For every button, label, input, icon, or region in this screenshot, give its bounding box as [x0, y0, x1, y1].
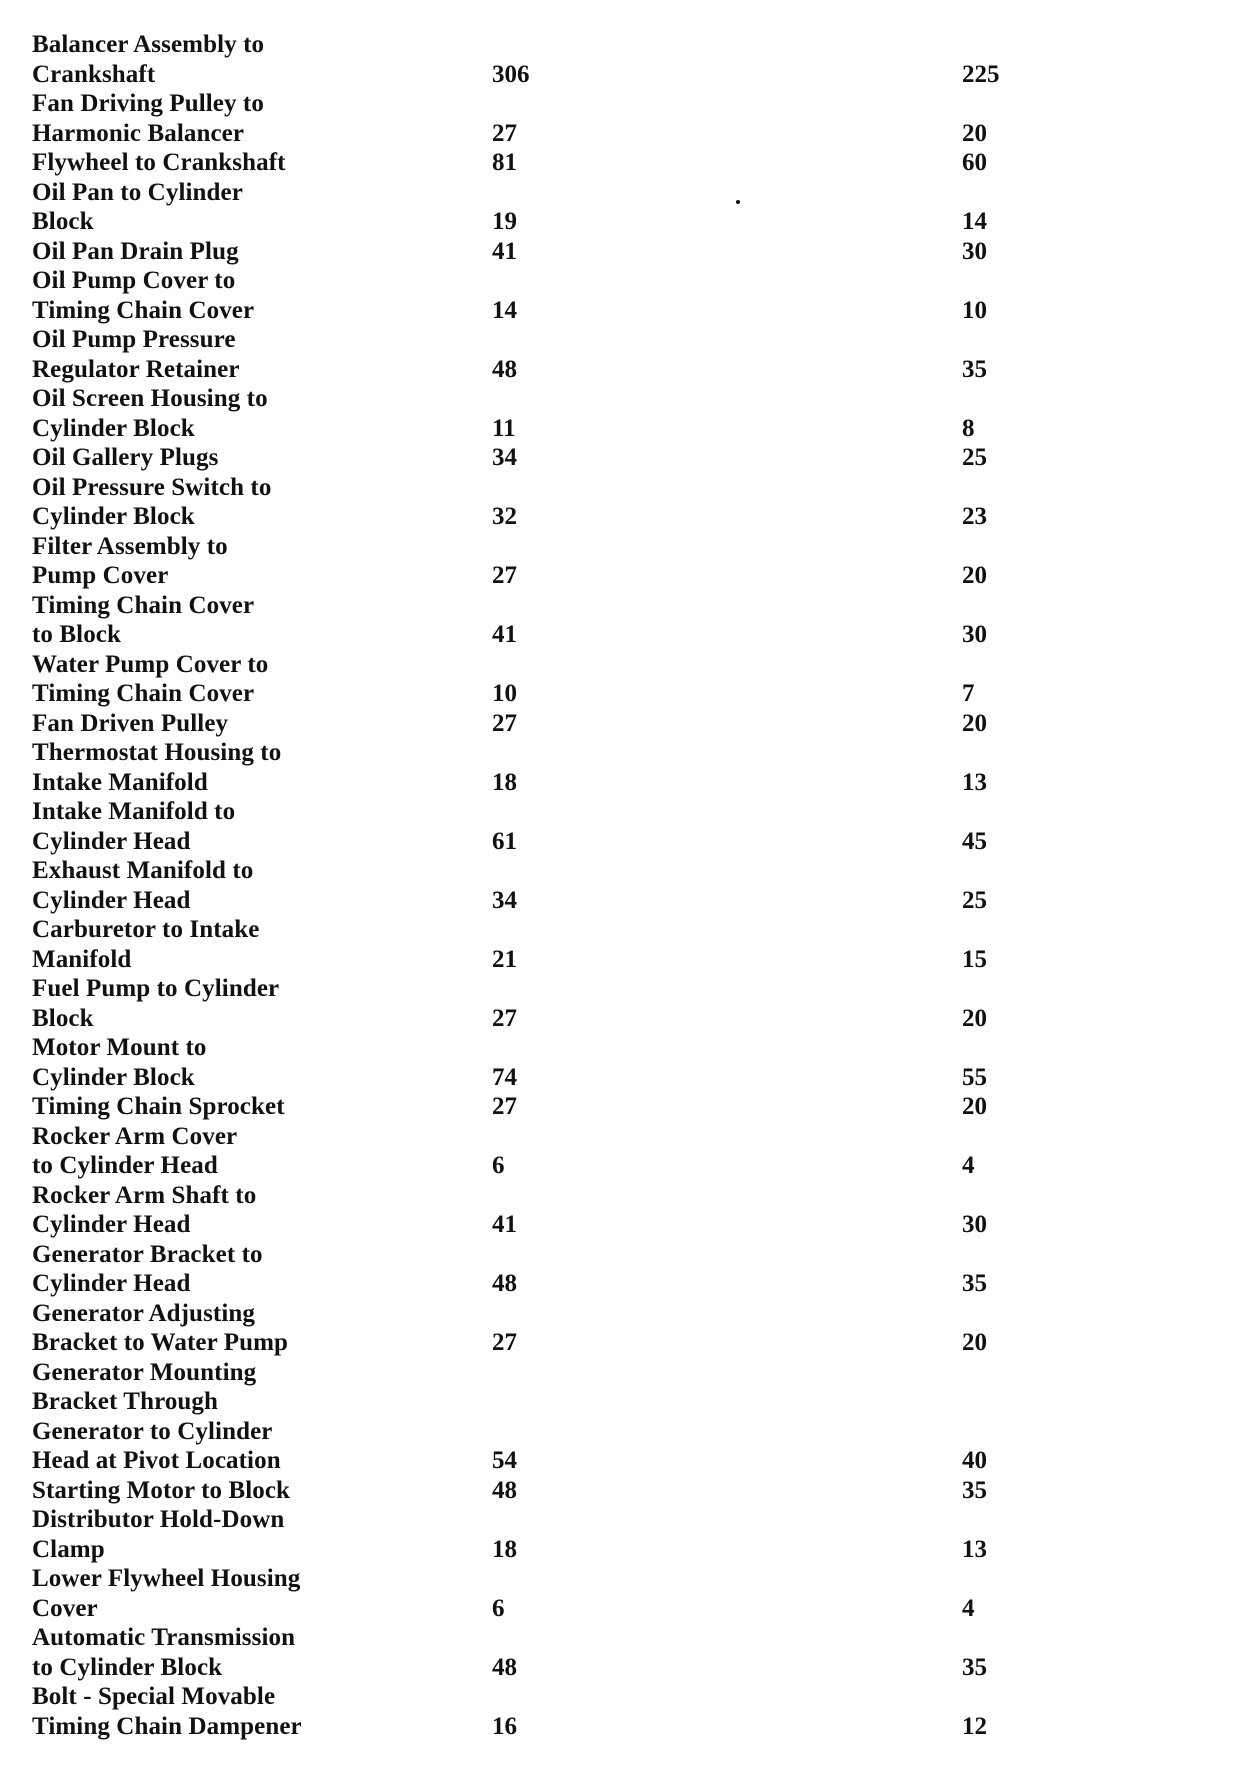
fastener-description	[32, 856, 502, 915]
torque-value-2: 4	[962, 1594, 975, 1622]
description-line: Rocker Arm Cover	[32, 1122, 238, 1150]
description-line: Timing Chain Cover	[32, 680, 255, 707]
fastener-description	[32, 1181, 502, 1240]
description-line: Intake Manifold	[32, 768, 208, 796]
description-line: Timing Chain Dampener	[32, 1712, 302, 1740]
fastener-description	[32, 738, 502, 797]
description-line: Clamp	[32, 1535, 105, 1563]
table-row	[32, 178, 1212, 237]
torque-value-1: 21	[492, 945, 517, 973]
table-row	[32, 1033, 1212, 1092]
fastener-description	[32, 266, 502, 325]
description-line: Timing Chain Cover	[32, 591, 255, 619]
fastener-description	[32, 325, 502, 384]
description-line: Oil Gallery Plugs	[32, 444, 219, 471]
description-line: to Block	[32, 621, 121, 648]
description-line: Timing Chain Sprocket	[32, 1093, 285, 1120]
description-line: Bracket to Water Pump	[32, 1329, 289, 1356]
fastener-description	[32, 1682, 502, 1741]
table-row	[32, 266, 1212, 325]
torque-value-1: 61	[492, 827, 517, 855]
fastener-description	[32, 709, 502, 739]
fastener-description	[32, 178, 502, 237]
fastener-description	[32, 1564, 502, 1623]
description-line: Oil Pan Drain Plug	[32, 237, 239, 265]
torque-value-1: 306	[492, 60, 530, 88]
table-row	[32, 1623, 1212, 1682]
torque-value-1: 6	[492, 1594, 505, 1622]
description-line: Fuel Pump to Cylinder	[32, 975, 280, 1002]
description-line: Carburetor to Intake	[32, 916, 260, 943]
torque-value-1: 14	[492, 296, 517, 324]
torque-value-2: 55	[962, 1063, 987, 1091]
torque-value-1: 54	[492, 1447, 517, 1474]
fastener-description	[32, 89, 502, 148]
torque-value-2: 13	[962, 1535, 987, 1563]
description-line: Cylinder Head	[32, 827, 191, 855]
torque-value-1: 74	[492, 1063, 517, 1091]
description-line: Distributor Hold-Down	[32, 1506, 285, 1533]
description-line: Balancer Assembly to	[32, 31, 265, 58]
description-line: Generator to Cylinder	[32, 1417, 273, 1445]
table-row	[32, 650, 1212, 709]
description-line: Fan Driving Pulley to	[32, 90, 264, 117]
table-row	[32, 1122, 1212, 1181]
torque-value-2: 20	[962, 709, 987, 737]
torque-value-2: 14	[962, 208, 987, 235]
description-line: Timing Chain Cover	[32, 296, 255, 324]
description-line: Cylinder Head	[32, 1270, 191, 1297]
torque-value-2: 7	[962, 680, 975, 707]
fastener-description	[32, 650, 502, 709]
description-line: Lower Flywheel Housing	[32, 1565, 301, 1592]
fastener-description	[32, 1122, 502, 1181]
table-row	[32, 856, 1212, 915]
torque-value-2: 12	[962, 1712, 987, 1740]
description-line: to Cylinder Block	[32, 1653, 223, 1681]
torque-value-1: 32	[492, 503, 517, 530]
torque-value-1: 48	[492, 1270, 517, 1297]
fastener-description	[32, 974, 502, 1033]
torque-value-1: 48	[492, 1653, 517, 1681]
fastener-description	[32, 384, 502, 443]
torque-value-2: 25	[962, 444, 987, 471]
torque-value-1: 41	[492, 1211, 517, 1238]
fastener-description	[32, 1623, 502, 1682]
torque-value-2: 35	[962, 1270, 987, 1297]
description-line: Rocker Arm Shaft to	[32, 1181, 257, 1209]
table-row	[32, 709, 1212, 739]
description-line: Thermostat Housing to	[32, 739, 282, 766]
table-row	[32, 1240, 1212, 1299]
table-row	[32, 30, 1212, 89]
table-row	[32, 1358, 1212, 1476]
fastener-description	[32, 591, 502, 650]
description-line: Filter Assembly to	[32, 532, 228, 560]
description-line: Generator Bracket to	[32, 1240, 263, 1268]
fastener-description	[32, 1092, 502, 1122]
description-line: Flywheel to Crankshaft	[32, 149, 286, 176]
table-row	[32, 1476, 1212, 1506]
table-row	[32, 1564, 1212, 1623]
torque-value-1: 11	[492, 414, 516, 442]
fastener-description	[32, 473, 502, 532]
description-line: Oil Pump Pressure	[32, 326, 236, 353]
fastener-description	[32, 1505, 502, 1564]
table-row	[32, 384, 1212, 443]
description-line: Cylinder Head	[32, 886, 191, 914]
description-line: Oil Pan to Cylinder	[32, 178, 243, 206]
torque-value-2: 20	[962, 1329, 987, 1356]
torque-value-1: 41	[492, 621, 517, 648]
description-line: Cylinder Block	[32, 503, 195, 530]
fastener-description	[32, 443, 502, 473]
fastener-description	[32, 1240, 502, 1299]
table-row	[32, 237, 1212, 267]
fastener-description	[32, 532, 502, 591]
torque-value-2: 20	[962, 1004, 987, 1032]
table-row	[32, 1299, 1212, 1358]
torque-value-1: 27	[492, 709, 517, 737]
fastener-description	[32, 797, 502, 856]
torque-value-2: 60	[962, 149, 987, 176]
description-line: Crankshaft	[32, 60, 156, 88]
torque-value-2: 20	[962, 1093, 987, 1120]
torque-value-2: 30	[962, 621, 987, 648]
description-line: Block	[32, 208, 94, 235]
fastener-description	[32, 1033, 502, 1092]
table-row	[32, 738, 1212, 797]
torque-value-1: 27	[492, 1329, 517, 1356]
description-line: Regulator Retainer	[32, 355, 240, 383]
description-line: Automatic Transmission	[32, 1624, 296, 1651]
torque-value-2: 8	[962, 414, 975, 442]
description-line: Head at Pivot Location	[32, 1447, 281, 1474]
torque-value-2: 20	[962, 562, 987, 589]
description-line: Block	[32, 1004, 94, 1032]
torque-value-2: 4	[962, 1152, 975, 1179]
torque-value-1: 27	[492, 562, 517, 589]
torque-value-2: 35	[962, 355, 987, 383]
description-line: Cylinder Block	[32, 414, 195, 442]
torque-value-2: 20	[962, 119, 987, 147]
description-line: Oil Screen Housing to	[32, 385, 268, 412]
torque-spec-table	[32, 30, 1212, 1741]
table-row	[32, 591, 1212, 650]
description-line: Generator Adjusting	[32, 1299, 255, 1327]
fastener-description	[32, 237, 502, 267]
torque-value-1: 19	[492, 208, 517, 235]
description-line: Starting Motor to Block	[32, 1476, 291, 1504]
torque-value-2: 25	[962, 886, 987, 914]
table-row	[32, 974, 1212, 1033]
description-line: Bolt - Special Movable	[32, 1683, 276, 1710]
description-line: Cover	[32, 1594, 98, 1622]
description-line: Bracket Through	[32, 1388, 219, 1415]
description-line: Water Pump Cover to	[32, 650, 269, 678]
description-line: Harmonic Balancer	[32, 119, 245, 147]
table-row	[32, 1682, 1212, 1741]
table-row	[32, 148, 1212, 178]
torque-value-1: 16	[492, 1712, 517, 1740]
fastener-description	[32, 1299, 502, 1358]
torque-value-2: 40	[962, 1447, 987, 1474]
description-line: Generator Mounting	[32, 1358, 257, 1386]
table-row	[32, 915, 1212, 974]
description-line: Pump Cover	[32, 562, 169, 589]
fastener-description	[32, 148, 502, 178]
torque-value-1: 18	[492, 768, 517, 796]
torque-value-2: 15	[962, 945, 987, 973]
torque-value-2: 23	[962, 503, 987, 530]
torque-value-2: 45	[962, 827, 987, 855]
description-line: Motor Mount to	[32, 1034, 207, 1061]
description-line: Cylinder Block	[32, 1063, 195, 1091]
torque-value-2: 30	[962, 237, 987, 265]
torque-value-1: 48	[492, 355, 517, 383]
torque-value-2: 30	[962, 1211, 987, 1238]
torque-value-2: 13	[962, 768, 987, 796]
table-row	[32, 1092, 1212, 1122]
fastener-description	[32, 30, 502, 89]
torque-value-2: 35	[962, 1476, 987, 1504]
torque-value-1: 27	[492, 1093, 517, 1120]
fastener-description	[32, 1358, 502, 1476]
description-line: Exhaust Manifold to	[32, 857, 254, 884]
table-row	[32, 473, 1212, 532]
description-line: Intake Manifold to	[32, 798, 236, 825]
description-line: Fan Driven Pulley	[32, 709, 229, 737]
fastener-description	[32, 1476, 502, 1506]
table-row	[32, 1505, 1212, 1564]
table-row	[32, 1181, 1212, 1240]
description-line: Manifold	[32, 945, 132, 973]
torque-value-1: 6	[492, 1152, 505, 1179]
torque-value-1: 34	[492, 886, 517, 914]
description-line: Oil Pump Cover to	[32, 267, 236, 294]
torque-value-2: 225	[962, 60, 1000, 88]
torque-value-1: 34	[492, 444, 517, 471]
table-row	[32, 89, 1212, 148]
table-row	[32, 797, 1212, 856]
torque-value-2: 10	[962, 296, 987, 324]
table-row	[32, 532, 1212, 591]
torque-value-1: 10	[492, 680, 517, 707]
description-line: Cylinder Head	[32, 1211, 191, 1238]
torque-value-1: 18	[492, 1535, 517, 1563]
table-row	[32, 443, 1212, 473]
fastener-description	[32, 915, 502, 974]
torque-value-1: 41	[492, 237, 517, 265]
torque-value-1: 48	[492, 1476, 517, 1504]
description-line: Oil Pressure Switch to	[32, 473, 272, 501]
torque-value-2: 35	[962, 1653, 987, 1681]
torque-value-1: 81	[492, 149, 517, 176]
torque-value-1: 27	[492, 1004, 517, 1032]
torque-value-1: 27	[492, 119, 517, 147]
description-line: to Cylinder Head	[32, 1152, 218, 1179]
table-row	[32, 325, 1212, 384]
